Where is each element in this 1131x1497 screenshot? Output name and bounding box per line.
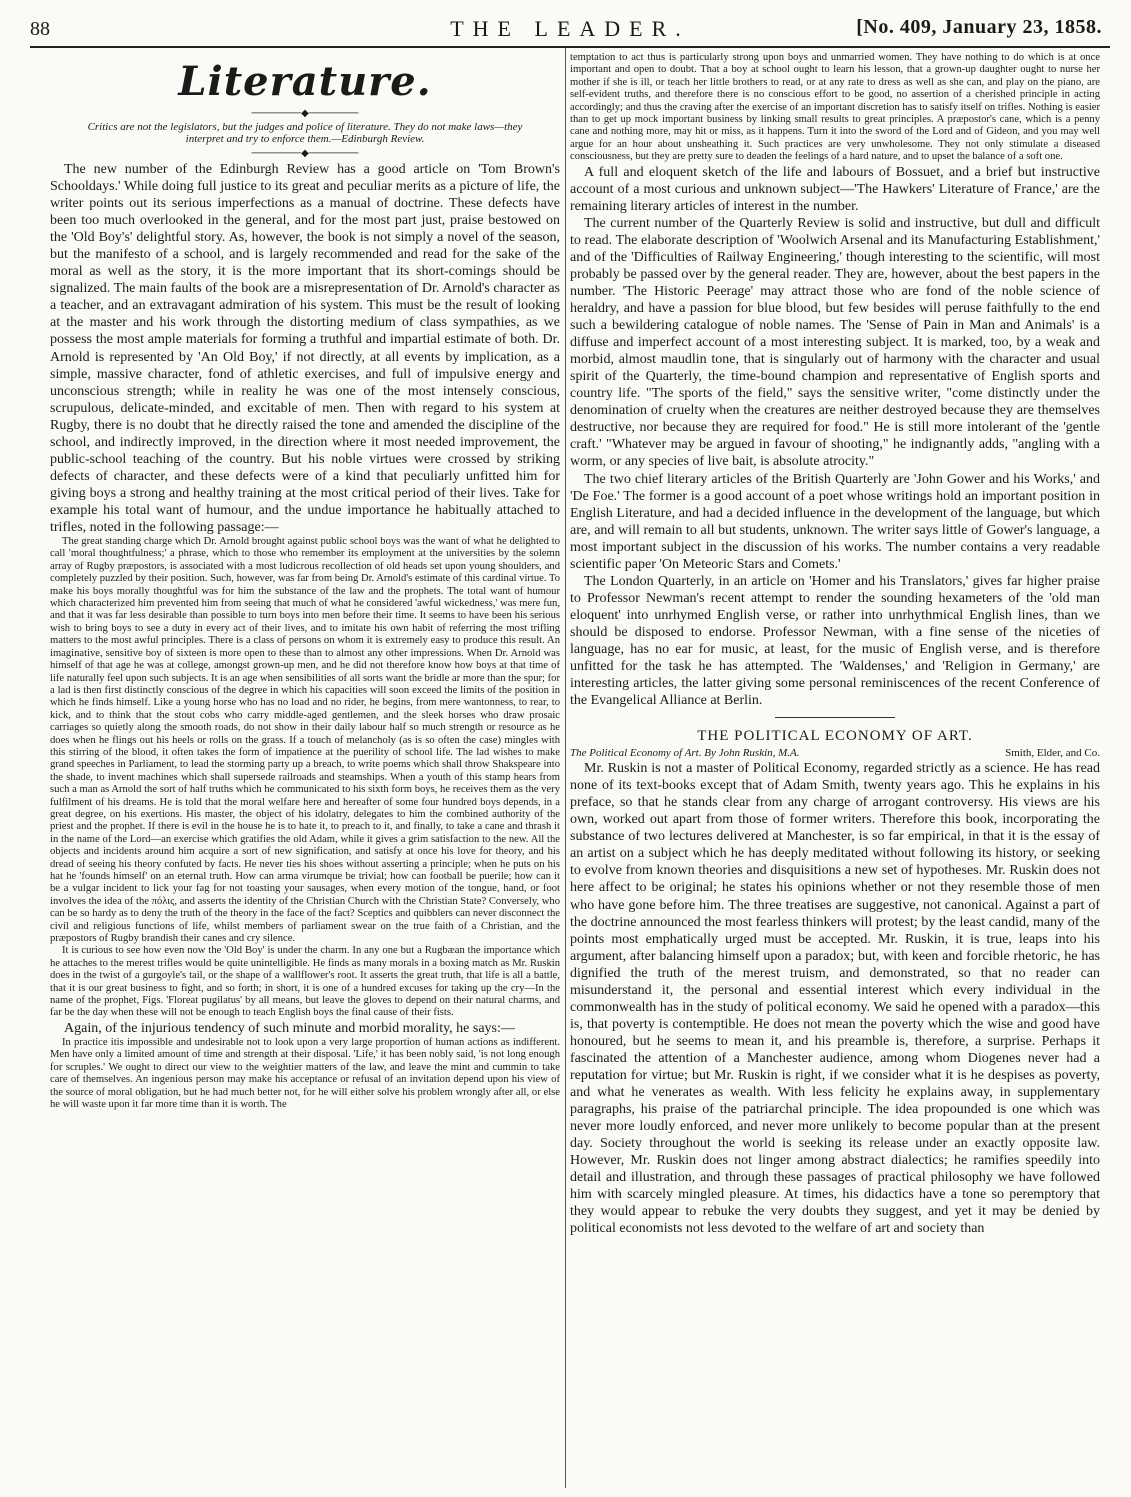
article-paragraph: The current number of the Quarterly Review is solid and instructive, but dull and difficult to read. The elaborate description of 'Woolwich Arsenal and its Manufacturing Establishment,' and of the 'Difficulties of Railway Engineering,' though interesting to the scientific, will most probably be passed over by the general reader. They are, however, about the best papers in the number. 'The Historic Peerage' may attract those who are fond of the noble science of heraldry, and have a passion for blue blood, but few besides will peruse faithfully to the end such a bewildering catalogue of noble names. The 'Sense of Pain in Man and Animals' is a diffuse and imperfect account of a most interesting subject. It is marked, too, by a weak and morbid, almost maudlin tone, that is singularly out of harmony with the character and usual spirit of the Quarterly, the time-bound champion and representative of English sports and country life. "The sports of the field," says the sensitive writer, "come distinctly under the denomination of cruelty when the creatures are neither destroyed because they are themselves destructive, nor because they are required for food." He is still more intolerant of the 'gentle craft.' "Whatever may be argued in favour of shooting," he indignantly adds, "angling with a worm, or any species of live bait, is absolute atrocity." — [570, 215, 1100, 470]
page-header — [30, 12, 1110, 48]
ornament-divider: ───────◆─────── — [251, 148, 359, 159]
section-rule — [775, 717, 895, 718]
page-number: 88 — [30, 18, 50, 40]
article-paragraph: The London Quarterly, in an article on 'Homer and his Translators,' gives far higher praise to Professor Newman's recent attempt to render the sounding hexameters of the 'old man eloquent' into unrhymed English verse, or rather into unrhythmical English lines, than we should be disposed to endorse. Professor Newman, with a fine sense of the niceties of language, has no ear for music, at least, for the music of English verse, and is therefore unfitted for the task he has attempted. The 'Waldenses,' and 'Religion in Germany,' are interesting articles, the latter giving some personal reminiscences of the recent Conference of the Evangelical Alliance at Berlin. — [570, 573, 1100, 709]
column-divider — [565, 48, 566, 1488]
book-title: The Political Economy of Art. By John Ruskin, M.A. — [570, 747, 800, 760]
block-quote: It is curious to see how even now the 'Old Boy' is under the charm. In any one but a Rugbæan the importance which he attaches to the merest trifles would be quite unintelligible. He finds as many morals in a boxing match as Mr. Ruskin does in the twist of a gurgoyle's tail, or the shape of a wallflower's root. It asserts the great truth, that life is all a battle, that it is our great business to fight, and so forth; in short, it is one of a hundred excuses for taking up the cry—In the name of the prophet, Figs. 'Floreat pugilatus' by all means, but leave the gloves to depend on their natural charms, and far be the day when these will not be enough to teach English boys the final cause of their fists. — [50, 945, 560, 1019]
header-rule — [30, 46, 1110, 48]
article-paragraph: Mr. Ruskin is not a master of Political Economy, regarded strictly as a science. He has read none of its text-books except that of Adam Smith, twenty years ago. This he explains in his preface, so that he stands clear from any charge of arrogant controversy. His views are his own, worked out apart from those of former writers. Therefore this book, incorporating the substance of two lectures delivered at Manchester, is so far empirical, in that it is the essay of an artist on a subject which he has deeply meditated without following its history, or seeking to evolve from known theories and disquisitions a new set of hypotheses. Mr. Ruskin does not here affect to be original; he states his opinions whether or not they resemble those of men who have gone before him. The three treatises are suggestive, not canonical. Against a part of the doctrine announced the most fearless thinkers will protest; by the least candid, many of the points most emphatically urged must be accepted. Mr. Ruskin, it is true, leaps into his argument, after balancing himself upon a paradox; but, with keen and forcible rhetoric, he has dignified the truth of the merest truism, and demonstrated, so that no reader can misunderstand it, the personal and essential interest which every individual in the commonwealth has in the study of political economy. We said he opened with a paradox—this is, that poverty is contemptible. He does not mean the poverty which the wise and good have honoured, but he seems to mean it, and his preamble is, therefore, a surprise. Perhaps it fascinated the attention of a Manchester audience, among whom Diogenes never had a reputation for virtue; but Mr. Ruskin is right, if we consider what it is he despises as poverty, and what he venerates as wealth. With less felicity he explains away, in supplementary paragraphs, his praise of the patriarchal principle. The idea propounded is one which was never more loudly enforced, and never more unlikely to become popular than at the present day. Society throughout the world is seeking its release under an exactly opposite law. However, Mr. Ruskin does not linger among abstract dialectics; he ramifies speedily into detail and illustration, and through these passages of practical philosophy we have followed him with scarcely mingled pleasure. At times, his didactics have a tone so peremptory that they would appear to rebuke the very doubts they suggest, and yet it may be denied by political economists not less devoted to the welfare of art and society than — [570, 761, 1100, 1237]
article-paragraph: The new number of the Edinburgh Review has a good article on 'Tom Brown's Schooldays.' While doing full justice to its great and peculiar merits as a picture of life, the writer points out its serious imperfections as a manual of doctrine. These defects have been too much overlooked in the general, and for the most part just, praise bestowed on the 'Old Boy's' delightful story. As, however, the book is not simply a novel of the season, but the manifesto of a school, and is largely recommended and read for the sake of the moral as well as the story, it is the more important that its short-comings should be signalized. The main faults of the book are a misrepresentation of Dr. Arnold's character as a teacher, and an extravagant admiration of his system. This must be the result of looking at the master and his work through the distorting medium of class sympathies, as we possess the most ample materials for forming a truthful and impartial estimate of both. Dr. Arnold is represented by 'An Old Boy,' if not directly, at all events by implication, as a simple, massive character, fond of athletic exercises, and full of impulsive energy and unconscious strength; while in reality he was one of the most intensely conscious, scrupulous, delicate-minded, and excitable of men. Then with regard to his system at Rugby, there is no doubt that he directly raised the tone and amended the discipline of the school, and indirectly improved, in the direction where it most needed improvement, the public-school teaching of the country. But his noble virtues were crossed by striking defects of character, and these defects were of a kind that peculiarly unfitted him for giving boys a strong and healthy training at the most critical period of their lives. Take for example his total want of humour, and the undue importance he habitually attached to trifles, noted in the following passage:— — [50, 162, 560, 535]
right-column — [570, 52, 1100, 1492]
block-quote: The great standing charge which Dr. Arnold brought against public school boys was the want of what he delighted to call 'moral thoughtfulness;' a phrase, which to those who remember its employment at the universities by the solemn array of Rugby præpostors, is associated with a most ludicrous recollection of old heads set upon young shoulders, and completely puzzled by their position. Such, however, was far from being Dr. Arnold's estimate of this cardinal virtue. To make his boys morally thoughtful was for him the substance of the law and the prophets. The total want of humour which characterized him prevented him from seeing that much of what he considered 'awful wickedness,' was mere fun, and that it was far less desirable than possible to turn boys into men before their time. It seems to have been his serious wish to bring boys to see a duty in every act of their lives, and to imitate his own habit of referring the most trifling matters to the most awful principles. There is a class of persons on whom it is extremely easy to produce this result. An imaginative, sensitive boy of sixteen is more open to these than to almost any other impressions. When Dr. Arnold was himself of that age he was at college, amongst grown-up men, and he did not therefore know how boys at that time of life naturally feel upon such subjects. It is an age when sensibilities of all sorts want the bridle ar more than the spur; for a lad is then first distinctly conscious of the degree in which his capacities will soon exceed the limits of the position in which he finds himself. Like a young horse who has no load and no rider, he begins, from mere wantonness, to rear, to kick, and to think that the stout cobs who carry middle-aged gentlemen, and the sleek horses who draw prosaic carriages so quietly along the smooth roads, do not show in their daily labour half so much strength or resource as he does when he flings out his heels or rolls on the grass. If a touch of melancholy (as is so often the case) mingles with this stirring of the blood, it often takes the form of impatience at the puerility of school life. The lad wishes to make grand speeches in Parliament, to lead the storming party up a breach, to write poems which shall throw Shakspeare into the shade, to invent machines which shall supersede railroads and steamships. When a youth of this stamp hears from such a man as Arnold the sort of half truths which he communicated to his sixth form boys, he receives them as the very fulfilment of his dreams. He is told that the moral welfare here and hereafter of some four hundred boys depends, in a great degree, on his exertions. His master, the object of his idolatry, delegates to him the combined authority of the priest and the prophet. If there is evil in the house he is to hate it, to preach to it, and finally, to take a cane and thrash it in the name of the Lord—an exercise which gratifies the old Adam, while it gives a grim satisfaction to the new. All the objects and incidents around him acquire a sort of new signification, and satisfy at once his love for theory, and his dread of seeing his theory confuted by facts. He never ties his shoes without asserting a principle; when he puts on his hat he 'founds himself' on an eternal truth. How can arma virumque be trivial; how can football be puerile; how can it be a vulgar incident to lick your fag for not toasting your sausages, when every motion of the tongue, hand, or foot involves the idea of the πόλις, and asserts the identity of the Christian Church with the Christian State? Conversely, who can be so hardy as to deny the truth of the theory in the face of the fact? Sceptics and quibblers can never disconnect the civil and religious functions of life, whilst members of parliament swear on the true faith of a Christian, and the præpostors of Rugby brandish their canes and cry silence. — [50, 536, 560, 945]
issue-info: [No. 409, January 23, 1858. — [856, 16, 1102, 38]
block-quote: temptation to act thus is particularly strong upon boys and unmarried women. They have nothing to do which is at once important and open to doubt. That a boy at school ought to learn his lesson, that a grown-up daughter ought to nurse her mother if she is ill, or teach her little brothers to read, or at any rate to dress as well as she can, and play on the piano, are self-evident truths, and therefore there is no conscious effort to be good, no assertion of a cherished principle in acting accordingly; and thus the craving after the exercise of an important discretion has to satisfy itself on trifles. Nothing is easier than to get up mock important business by linking small results to great principles. A præpostor's cane, which is a penny cane and nothing more, may hit or miss, as it happens. Turn it into the sword of the Lord and of Gideon, and you may well argue for an hour about unsheathing it. Such practices are very unwholesome. They not only stimulate a diseased consciousness, but they are pretty sure to deaden the feelings of a hard nature, and to upset the balance of a soft one. — [570, 52, 1100, 163]
newspaper-title: THE LEADER. — [450, 16, 690, 41]
epigraph: Critics are not the legislators, but the judges and police of literature. They do not make laws—they interpret and try to enforce them.—Edinburgh Review. — [87, 121, 523, 145]
block-quote: In practice itis impossible and undesirable not to look upon a very large proportion of human actions as indifferent. Men have only a limited amount of time and strength at their disposal. 'Life,' it has been nobly said, 'is not long enough for scruples.' We ought to direct our view to the weightier matters of the law, and leave the mint and cummin to take care of themselves. An ingenious person may make his acceptance or refusal of an invitation depend upon his view of the source of moral obligation, but he had much better not, for he will either solve his problem wrongly after all, or else he will waste upon it far more time than it is worth. The — [50, 1036, 560, 1110]
section-masthead: Literature. — [178, 58, 432, 105]
book-reference — [570, 747, 1100, 760]
left-column — [50, 52, 560, 1492]
article-paragraph: The two chief literary articles of the British Quarterly are 'John Gower and his Works,' and 'De Foe.' The former is a good account of a poet whose writings hold an important position in English Literature, and had a decided influence in the development of the language, but which are, and will remain to all but students, unknown. The writer says little of Gower's language, a most important subject in the discussion of his works. The number contains a very readable scientific paper 'On Meteoric Stars and Comets.' — [570, 471, 1100, 572]
article-paragraph: Again, of the injurious tendency of such minute and morbid morality, he says:— — [64, 1020, 515, 1036]
article-paragraph: A full and eloquent sketch of the life and labours of Bossuet, and a brief but instructive account of a most curious and unknown subject—'The Hawkers' Literature of France,' are the remaining literary articles of interest in the number. — [570, 164, 1100, 214]
ornament-divider: ───────◆─────── — [251, 108, 359, 119]
book-publisher: Smith, Elder, and Co. — [1005, 747, 1100, 760]
section-title: THE POLITICAL ECONOMY OF ART. — [697, 728, 973, 745]
